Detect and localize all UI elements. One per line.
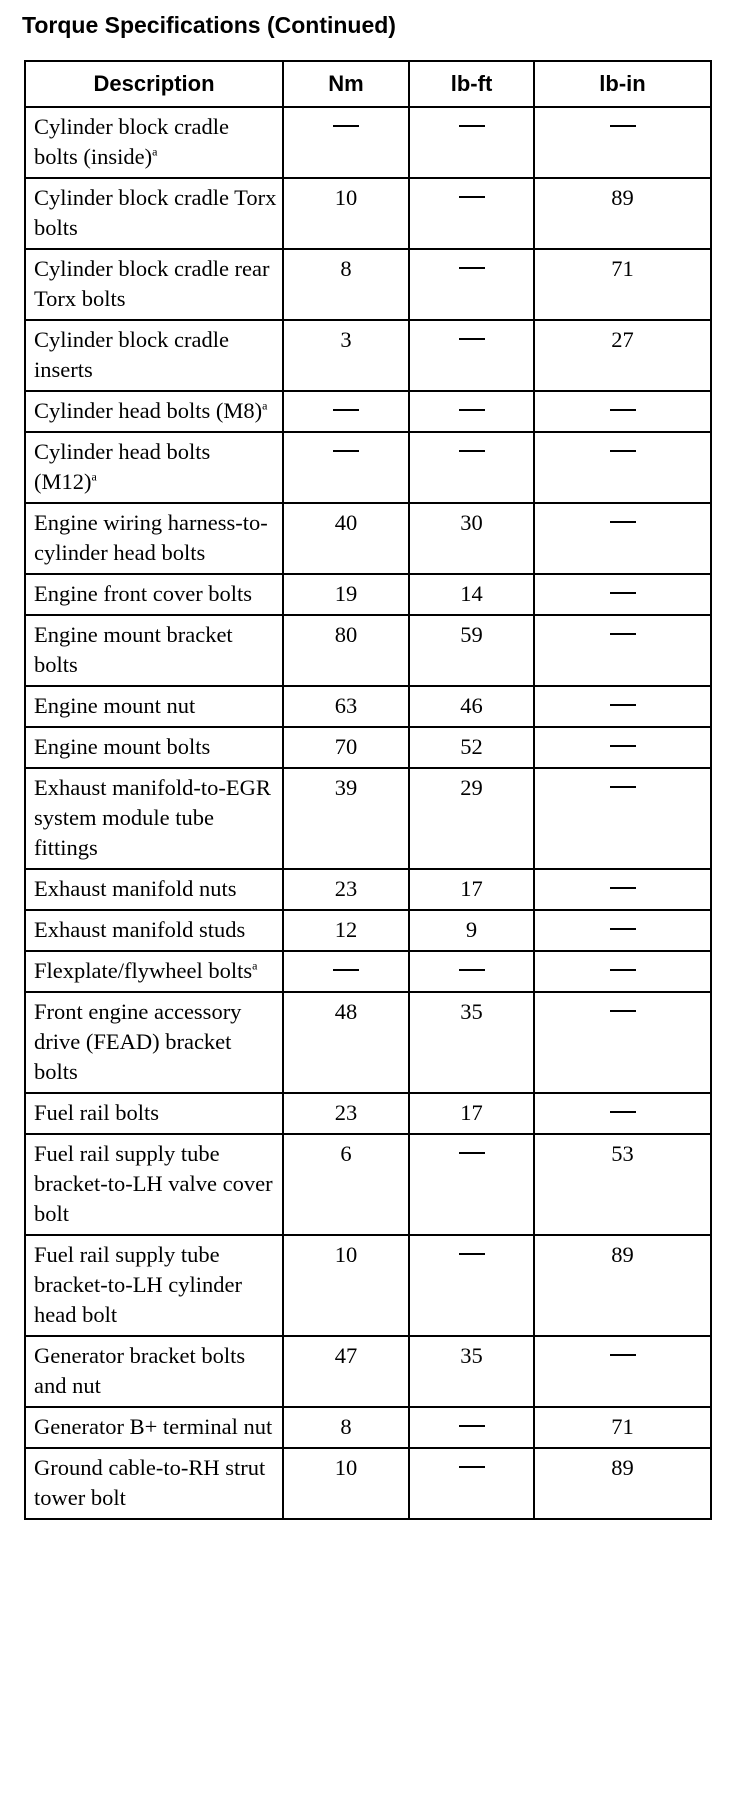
description-text: Ground cable-to-RH strut tower bolt [34, 1455, 266, 1510]
cell-lb-ft [409, 432, 534, 503]
cell-description [25, 951, 283, 992]
description-text: Engine mount nut [34, 693, 196, 718]
cell-description [25, 1134, 283, 1235]
dash-mark [610, 1010, 636, 1012]
cell-lb-ft [409, 503, 534, 574]
description-text: Cylinder block cradle inserts [34, 327, 229, 382]
description-text: Engine mount bracket bolts [34, 622, 233, 677]
cell-nm [283, 1448, 409, 1519]
cell-lb-in [534, 107, 711, 178]
dash-mark [610, 969, 636, 971]
cell-description [25, 432, 283, 503]
page-title: Torque Specifications (Continued) [22, 12, 396, 38]
description-text: Cylinder head bolts (M12) [34, 439, 211, 494]
cell-nm [283, 1336, 409, 1407]
cell-nm [283, 910, 409, 951]
table-row [25, 1336, 711, 1407]
cell-lb-in [534, 768, 711, 869]
dash-mark [333, 125, 359, 127]
value-text: 3 [340, 327, 352, 352]
cell-lb-in [534, 574, 711, 615]
cell-description [25, 768, 283, 869]
table-row [25, 574, 711, 615]
value-text: 19 [334, 581, 358, 606]
value-text: 53 [611, 1141, 634, 1166]
cell-lb-ft [409, 1134, 534, 1235]
value-text: 39 [334, 775, 358, 800]
description-text: Generator bracket bolts and nut [34, 1343, 246, 1398]
dash-mark [610, 786, 636, 788]
description-text: Engine mount bolts [34, 734, 211, 759]
value-text: 71 [611, 256, 634, 281]
cell-description [25, 1336, 283, 1407]
dash-mark [459, 196, 485, 198]
table-header-row [25, 61, 711, 107]
value-text: 89 [611, 1455, 634, 1480]
cell-lb-in [534, 503, 711, 574]
footnote-marker: a [152, 144, 158, 159]
table-row [25, 869, 711, 910]
column-header-nm: Nm [283, 61, 409, 107]
table-body [25, 107, 711, 1519]
table-row [25, 178, 711, 249]
value-text: 46 [460, 693, 483, 718]
value-text: 89 [611, 1242, 634, 1267]
cell-description [25, 574, 283, 615]
cell-lb-in [534, 1448, 711, 1519]
cell-lb-in [534, 1235, 711, 1336]
table-row [25, 768, 711, 869]
table-row [25, 951, 711, 992]
table-row [25, 992, 711, 1093]
column-header-lb-ft: lb-ft [409, 61, 534, 107]
description-text: Cylinder block cradle rear Torx bolts [34, 256, 270, 311]
cell-lb-in [534, 1134, 711, 1235]
cell-lb-in [534, 1407, 711, 1448]
dash-mark [610, 1111, 636, 1113]
cell-lb-ft [409, 768, 534, 869]
description-text: Engine front cover bolts [34, 581, 253, 606]
cell-lb-ft [409, 320, 534, 391]
cell-nm [283, 727, 409, 768]
dash-mark [610, 928, 636, 930]
dash-mark [610, 704, 636, 706]
dash-mark [610, 633, 636, 635]
description-text: Fuel rail bolts [34, 1100, 159, 1125]
cell-nm [283, 615, 409, 686]
cell-lb-ft [409, 1407, 534, 1448]
description-text: Front engine accessory drive (FEAD) bracket bolts [34, 999, 242, 1084]
value-text: 8 [340, 256, 352, 281]
cell-description [25, 178, 283, 249]
dash-mark [610, 745, 636, 747]
cell-lb-in [534, 992, 711, 1093]
dash-mark [459, 267, 485, 269]
cell-nm [283, 391, 409, 432]
description-text: Engine wiring harness-to-cylinder head bolts [34, 510, 268, 565]
description-text: Exhaust manifold studs [34, 917, 246, 942]
table-row [25, 1407, 711, 1448]
cell-description [25, 1448, 283, 1519]
dash-mark [610, 521, 636, 523]
value-text: 35 [460, 1343, 483, 1368]
cell-lb-in [534, 1336, 711, 1407]
cell-lb-ft [409, 391, 534, 432]
table-row [25, 1235, 711, 1336]
value-text: 10 [334, 1455, 358, 1480]
value-text: 27 [611, 327, 634, 352]
cell-description [25, 249, 283, 320]
table-row [25, 107, 711, 178]
cell-lb-in [534, 432, 711, 503]
cell-lb-in [534, 615, 711, 686]
description-text: Flexplate/flywheel bolts [34, 958, 253, 983]
description-text: Fuel rail supply tube bracket-to-LH valve cover bolt [34, 1141, 273, 1226]
cell-lb-in [534, 727, 711, 768]
cell-nm [283, 107, 409, 178]
dash-mark [610, 887, 636, 889]
value-text: 70 [334, 734, 358, 759]
cell-nm [283, 768, 409, 869]
description-text: Exhaust manifold-to-EGR system module tube fittings [34, 775, 271, 860]
cell-lb-in [534, 686, 711, 727]
value-text: 17 [460, 876, 483, 901]
value-text: 17 [460, 1100, 483, 1125]
column-header-lb-in: lb-in [534, 61, 711, 107]
value-text: 35 [460, 999, 483, 1024]
value-text: 9 [465, 917, 478, 942]
cell-description [25, 615, 283, 686]
cell-lb-ft [409, 107, 534, 178]
table-row [25, 1134, 711, 1235]
value-text: 40 [334, 510, 358, 535]
dash-mark [610, 1354, 636, 1356]
cell-nm [283, 432, 409, 503]
table-row [25, 391, 711, 432]
description-text: Generator B+ terminal nut [34, 1414, 273, 1439]
table-row [25, 615, 711, 686]
table-row [25, 686, 711, 727]
table-row [25, 249, 711, 320]
cell-description [25, 1093, 283, 1134]
cell-lb-in [534, 869, 711, 910]
cell-description [25, 503, 283, 574]
cell-lb-ft [409, 249, 534, 320]
cell-lb-ft [409, 178, 534, 249]
cell-lb-ft [409, 686, 534, 727]
description-text: Exhaust manifold nuts [34, 876, 237, 901]
dash-mark [610, 450, 636, 452]
cell-lb-ft [409, 1093, 534, 1134]
cell-description [25, 320, 283, 391]
dash-mark [610, 409, 636, 411]
cell-nm [283, 1235, 409, 1336]
cell-nm [283, 249, 409, 320]
value-text: 12 [334, 917, 358, 942]
cell-description [25, 1235, 283, 1336]
cell-lb-in [534, 391, 711, 432]
value-text: 23 [334, 876, 358, 901]
dash-mark [459, 1425, 485, 1427]
cell-description [25, 1407, 283, 1448]
cell-nm [283, 574, 409, 615]
cell-nm [283, 1134, 409, 1235]
cell-nm [283, 1407, 409, 1448]
value-text: 52 [460, 734, 483, 759]
table-row [25, 320, 711, 391]
cell-description [25, 107, 283, 178]
dash-mark [333, 969, 359, 971]
cell-lb-ft [409, 992, 534, 1093]
value-text: 80 [334, 622, 358, 647]
torque-spec-table [24, 60, 712, 1520]
table-row [25, 910, 711, 951]
dash-mark [459, 969, 485, 971]
cell-lb-in [534, 910, 711, 951]
table-row [25, 432, 711, 503]
cell-lb-in [534, 1093, 711, 1134]
value-text: 30 [460, 510, 483, 535]
cell-nm [283, 686, 409, 727]
column-header-description: Description [25, 61, 283, 107]
description-text: Fuel rail supply tube bracket-to-LH cylinder head bolt [34, 1242, 243, 1327]
dash-mark [333, 450, 359, 452]
value-text: 71 [611, 1414, 634, 1439]
dash-mark [459, 338, 485, 340]
cell-nm [283, 1093, 409, 1134]
description-text: Cylinder head bolts (M8) [34, 398, 263, 423]
table-row [25, 503, 711, 574]
cell-lb-ft [409, 615, 534, 686]
cell-lb-ft [409, 574, 534, 615]
cell-description [25, 869, 283, 910]
cell-lb-in [534, 320, 711, 391]
dash-mark [333, 409, 359, 411]
value-text: 14 [460, 581, 483, 606]
cell-lb-ft [409, 1235, 534, 1336]
footnote-marker: a [262, 398, 268, 413]
value-text: 10 [334, 1242, 358, 1267]
cell-lb-ft [409, 951, 534, 992]
dash-mark [459, 1466, 485, 1468]
cell-lb-ft [409, 910, 534, 951]
value-text: 48 [334, 999, 358, 1024]
description-text: Cylinder block cradle bolts (inside) [34, 114, 229, 169]
dash-mark [459, 450, 485, 452]
cell-nm [283, 503, 409, 574]
cell-lb-ft [409, 1336, 534, 1407]
dash-mark [459, 125, 485, 127]
cell-nm [283, 869, 409, 910]
cell-nm [283, 951, 409, 992]
value-text: 23 [334, 1100, 358, 1125]
value-text: 29 [460, 775, 483, 800]
value-text: 47 [334, 1343, 358, 1368]
dash-mark [459, 1152, 485, 1154]
cell-lb-in [534, 249, 711, 320]
cell-nm [283, 178, 409, 249]
cell-nm [283, 992, 409, 1093]
cell-description [25, 992, 283, 1093]
cell-lb-ft [409, 727, 534, 768]
value-text: 89 [611, 185, 634, 210]
dash-mark [610, 592, 636, 594]
cell-lb-ft [409, 1448, 534, 1519]
value-text: 59 [460, 622, 483, 647]
cell-description [25, 391, 283, 432]
value-text: 6 [340, 1141, 352, 1166]
table-row [25, 1448, 711, 1519]
value-text: 8 [340, 1414, 352, 1439]
footnote-marker: a [252, 958, 258, 973]
dash-mark [459, 409, 485, 411]
table-row [25, 727, 711, 768]
cell-lb-in [534, 951, 711, 992]
cell-description [25, 686, 283, 727]
dash-mark [459, 1253, 485, 1255]
cell-lb-ft [409, 869, 534, 910]
dash-mark [610, 125, 636, 127]
value-text: 63 [334, 693, 358, 718]
cell-lb-in [534, 178, 711, 249]
cell-nm [283, 320, 409, 391]
cell-description [25, 910, 283, 951]
value-text: 10 [334, 185, 358, 210]
footnote-marker: a [91, 469, 97, 484]
description-text: Cylinder block cradle Torx bolts [34, 185, 277, 240]
cell-description [25, 727, 283, 768]
table-row [25, 1093, 711, 1134]
